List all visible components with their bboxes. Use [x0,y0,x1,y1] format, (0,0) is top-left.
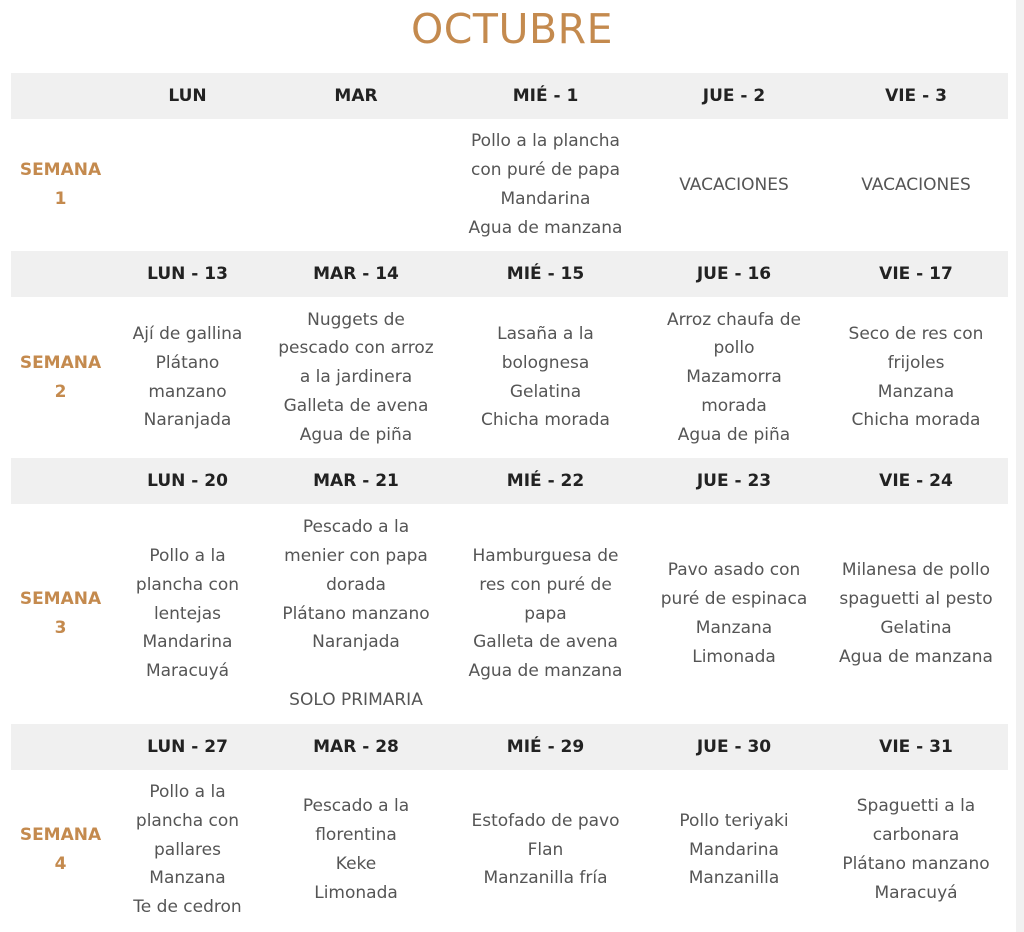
menu-item: Arroz chaufa de [666,309,802,330]
menu-item: Plátano manzano [842,854,990,874]
week-header-row [11,724,1008,770]
week-header-row [11,251,1008,297]
menu-item: menier con papa [284,546,428,566]
menu-item: florentina [315,825,397,846]
week-label [11,297,110,458]
menu-item: Nuggets de [307,309,405,330]
page-title: OCTUBRE [411,5,613,53]
day-header: MIÉ - 22 [447,458,644,504]
menu-item: con puré de papa [470,160,621,181]
menu-item: Agua de piña [299,424,413,445]
day-header: JUE - 16 [644,251,824,297]
menu-item: Plátano manzano [282,603,430,624]
spacer [269,657,443,686]
menu-item: Mandarina [689,839,779,860]
menu-item: Te de cedron [133,897,242,918]
menu-item: Manzana [695,618,773,638]
menu-item: Flan [527,839,564,860]
day-header: LUN - 20 [110,458,265,504]
week-label [11,119,110,251]
week-menu-row [11,504,1008,724]
day-menu-cell [447,770,644,930]
day-header: VIE - 24 [824,458,1008,504]
menu-item: Pollo a la [149,546,226,566]
menu-item: Chicha morada [851,410,981,431]
menu-item: Limonada [692,646,776,667]
week-label-word: SEMANA [19,160,102,181]
day-menu-cell [110,504,265,724]
day-header: MIÉ - 1 [447,73,644,119]
day-header: MAR - 14 [265,251,447,297]
day-menu-cell [110,297,265,458]
day-header: LUN - 13 [110,251,265,297]
week-label-word: SEMANA [19,352,102,373]
menu-item: Pavo asado con [667,560,801,581]
menu-item: Pollo a la plancha [471,131,620,152]
menu-item: Pescado a la [302,517,410,538]
menu-item: Mandarina [142,632,233,653]
menu-item: Limonada [314,882,398,903]
menu-item: Pescado a la [302,796,410,817]
day-menu-cell [644,119,824,251]
day-menu-cell [265,504,447,724]
header-blank-cell [11,251,110,297]
week-label-number: 1 [54,189,67,209]
menu-item: Manzana [149,868,226,889]
menu-item: pallares [153,839,221,860]
menu-item: lentejas [153,603,222,624]
menu-item: Ají de gallina [132,323,243,344]
menu-item: Naranjada [143,410,232,431]
menu-item: Milanesa de pollo [841,560,991,581]
day-header: JUE - 23 [644,458,824,504]
menu-item: Pollo teriyaki [679,810,789,831]
menu-item: pescado con arroz [278,338,434,359]
menu-item: Maracuyá [145,661,230,682]
week-label-number: 3 [54,618,67,638]
menu-item: plancha con [135,810,240,831]
day-menu-cell [644,770,824,930]
week-menu-row [11,770,1008,930]
menu-item: Agua de manzana [839,646,993,667]
week-label [11,504,110,724]
menu-item: dorada [326,574,386,595]
week-menu-row [11,119,1008,251]
menu-item: Naranjada [312,632,400,653]
menu-note: SOLO PRIMARIA [289,689,423,710]
day-header: JUE - 2 [644,73,824,119]
header-blank-cell [11,458,110,504]
day-menu-cell [265,770,447,930]
week-menu-row [11,297,1008,458]
menu-item: Agua de manzana [468,217,623,238]
menu-item: Manzanilla fría [483,868,608,889]
week-label-word: SEMANA [19,825,102,846]
menu-item: Galleta de avena [473,632,618,653]
menu-item: Keke [335,854,377,874]
week-label-number: 4 [54,854,67,874]
day-menu-cell [824,119,1008,251]
day-menu-cell [644,297,824,458]
menu-item: manzano [148,381,227,402]
menu-item: puré de espinaca [660,589,808,610]
day-menu-cell [644,504,824,724]
menu-item: Gelatina [509,381,582,402]
day-header: MIÉ - 29 [447,724,644,770]
day-header: JUE - 30 [644,724,824,770]
menu-item: spaguetti al pesto [839,589,993,610]
day-menu-cell [265,297,447,458]
week-label-word: SEMANA [19,589,102,610]
day-header: LUN - 27 [110,724,265,770]
menu-item: Gelatina [880,618,952,638]
menu-item: papa [524,603,567,624]
day-header: MAR - 28 [265,724,447,770]
menu-item: Agua de manzana [468,661,623,682]
menu-item: plancha con [135,574,240,595]
lunch-menu-table [11,73,1008,930]
menu-item: Manzana [877,381,955,402]
menu-item: Galleta de avena [283,395,429,416]
menu-item: VACACIONES [679,174,789,195]
day-menu-cell [824,504,1008,724]
week-header-row [11,73,1008,119]
day-menu-cell [447,504,644,724]
scrollbar[interactable] [1016,0,1024,932]
day-header: LUN [110,73,265,119]
day-header: VIE - 17 [824,251,1008,297]
day-header: VIE - 3 [824,73,1008,119]
menu-item: Agua de piña [677,424,791,445]
menu-item: Pollo a la [149,782,226,802]
menu-item: Plátano [155,352,220,373]
day-menu-cell [110,119,265,251]
menu-item: Lasaña a la [497,323,594,344]
menu-item: Seco de res con [848,323,984,344]
day-menu-cell [265,119,447,251]
menu-item: Estofado de pavo [471,810,620,831]
header-blank-cell [11,724,110,770]
week-label-number: 2 [54,381,67,402]
menu-item: carbonara [872,825,960,846]
menu-item: a la jardinera [299,367,413,388]
menu-item: VACACIONES [861,174,971,195]
day-menu-cell [824,770,1008,930]
menu-item: Mazamorra [686,367,782,388]
menu-item: Hamburguesa de [472,546,619,566]
day-menu-cell [824,297,1008,458]
menu-item: morada [701,395,767,416]
menu-item: frijoles [887,352,945,373]
day-header: MAR [265,73,447,119]
day-menu-cell [110,770,265,930]
menu-item: pollo [713,338,755,359]
day-menu-cell [447,297,644,458]
day-header: MAR - 21 [265,458,447,504]
menu-item: res con puré de [479,574,612,595]
menu-item: Mandarina [500,189,591,209]
week-label [11,770,110,930]
day-header: MIÉ - 15 [447,251,644,297]
menu-item: Spaguetti a la [856,796,976,817]
header-blank-cell [11,73,110,119]
menu-item: Chicha morada [481,410,610,431]
menu-item: bolognesa [501,352,590,373]
menu-item: Manzanilla [688,868,780,889]
day-header: VIE - 31 [824,724,1008,770]
day-menu-cell [447,119,644,251]
menu-item: Maracuyá [874,882,958,903]
week-header-row [11,458,1008,504]
